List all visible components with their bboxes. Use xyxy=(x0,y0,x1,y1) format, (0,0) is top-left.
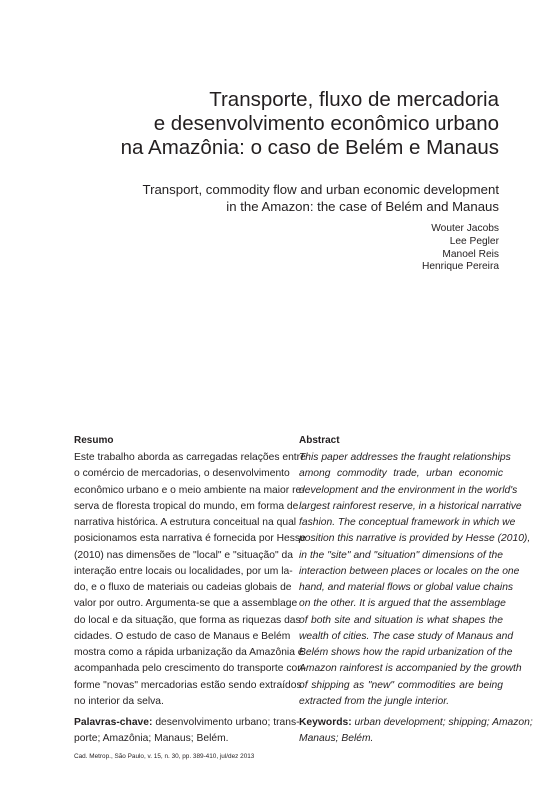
resumo-line: narrativa histórica. A estrutura conceitual na qual xyxy=(74,517,297,528)
abstract-section xyxy=(299,434,533,747)
abstract-line: largest rainforest reserve, in a historical narrative xyxy=(299,500,522,512)
subtitle-line: in the Amazon: the case of Belém and Manaus xyxy=(226,199,499,214)
author-name: Wouter Jacobs xyxy=(431,223,499,234)
keywords-label: Palavras-chave: xyxy=(74,717,153,728)
keywords-text: urban development; shipping; Amazon; xyxy=(354,717,533,728)
palavras-chave xyxy=(74,715,300,747)
resumo-line: posicionamos esta narrativa é fornecida por Hesse xyxy=(74,533,306,545)
author-name: Manoel Reis xyxy=(442,248,499,260)
title-line: na Amazônia: o caso de Belém e Manaus xyxy=(120,136,499,159)
article-title-pt xyxy=(29,88,499,160)
resumo-line: serva de floresta tropical do mundo, em forma de xyxy=(74,500,299,512)
resumo-line: (2010) nas dimensões de "local" e "situação" da xyxy=(74,549,293,561)
abstract-line: of shipping as "new" commodities are being xyxy=(299,679,503,691)
resumo-heading: Resumo xyxy=(74,435,114,446)
resumo-line: forme "novas" mercadorias estão sendo extraídos xyxy=(74,679,302,691)
resumo-line: econômico urbano e o meio ambiente na maior re- xyxy=(74,484,305,496)
keywords-line: Manaus; Belém. xyxy=(299,733,374,744)
author-name: Henrique Pereira xyxy=(421,261,499,273)
resumo-line: do, e o fluxo de materiais ou cadeias globais de xyxy=(74,582,292,593)
resumo-line: acompanhada pelo crescimento do transporte con- xyxy=(74,663,307,675)
resumo-line: interação entre locais ou localidades, por um la- xyxy=(74,565,293,577)
resumo-line: no interior da selva. xyxy=(74,695,164,707)
resumo-line: mostra como a rápida urbanização da Amazônia é xyxy=(74,647,304,658)
keywords-line xyxy=(299,715,533,731)
abstract-line: Amazon rainforest is accompanied by the growth xyxy=(299,663,522,675)
abstract-line: This paper addresses the fraught relationships xyxy=(299,452,511,463)
resumo-section xyxy=(74,434,307,747)
abstract-line: development and the environment in the world's xyxy=(299,484,518,496)
abstract-line: hand, and material flows or global value chains xyxy=(299,582,514,593)
article-title-en xyxy=(29,181,499,215)
title-line: Transporte, fluxo de mercadoria xyxy=(209,88,499,111)
resumo-line: valor por outro. Argumenta-se que a assemblage xyxy=(74,598,298,610)
abstract-line: in the "site" and "situation" dimensions of the xyxy=(299,549,503,561)
title-line: e desenvolvimento econômico urbano xyxy=(153,112,499,135)
keywords-label: Keywords: xyxy=(299,717,352,728)
subtitle-line: Transport, commodity flow and urban economic development xyxy=(142,182,499,197)
abstract-line: on the other. It is argued that the assemblage xyxy=(299,598,506,610)
abstract-line: extracted from the jungle interior. xyxy=(299,695,450,707)
keywords-line: porte; Amazônia; Manaus; Belém. xyxy=(74,733,229,744)
keywords-text: desenvolvimento urbano; trans- xyxy=(155,717,300,728)
keywords xyxy=(299,715,533,747)
abstract-line: position this narrative is provided by Hesse (2010), xyxy=(299,533,531,545)
author-name: Lee Pegler xyxy=(449,235,499,247)
abstract-line: Belém shows how the rapid urbanization of the xyxy=(299,647,513,658)
abstract-line: interaction between places or locales on the one xyxy=(299,565,520,577)
abstract-line: among commodity trade, urban economic xyxy=(299,468,503,480)
abstract-heading: Abstract xyxy=(299,435,340,446)
journal-citation: Cad. Metrop., São Paulo, v. 15, n. 30, pp. 389-410, jul/dez 2013 xyxy=(74,753,255,760)
abstract-line: fashion. The conceptual framework in which we xyxy=(299,517,516,528)
keywords-line xyxy=(74,715,300,731)
resumo-line: cidades. O estudo de caso de Manaus e Belém xyxy=(74,630,291,642)
resumo-line: do local e da situação, que forma as riquezas das xyxy=(74,614,301,626)
author-list xyxy=(422,223,499,274)
resumo-line: Este trabalho aborda as carregadas relações entre xyxy=(74,452,306,463)
abstract-line: wealth of cities. The case study of Manaus and xyxy=(299,630,514,642)
resumo-line: o comércio de mercadorias, o desenvolvimento xyxy=(74,468,290,480)
abstract-line: of both site and situation is what shapes the xyxy=(299,614,503,626)
